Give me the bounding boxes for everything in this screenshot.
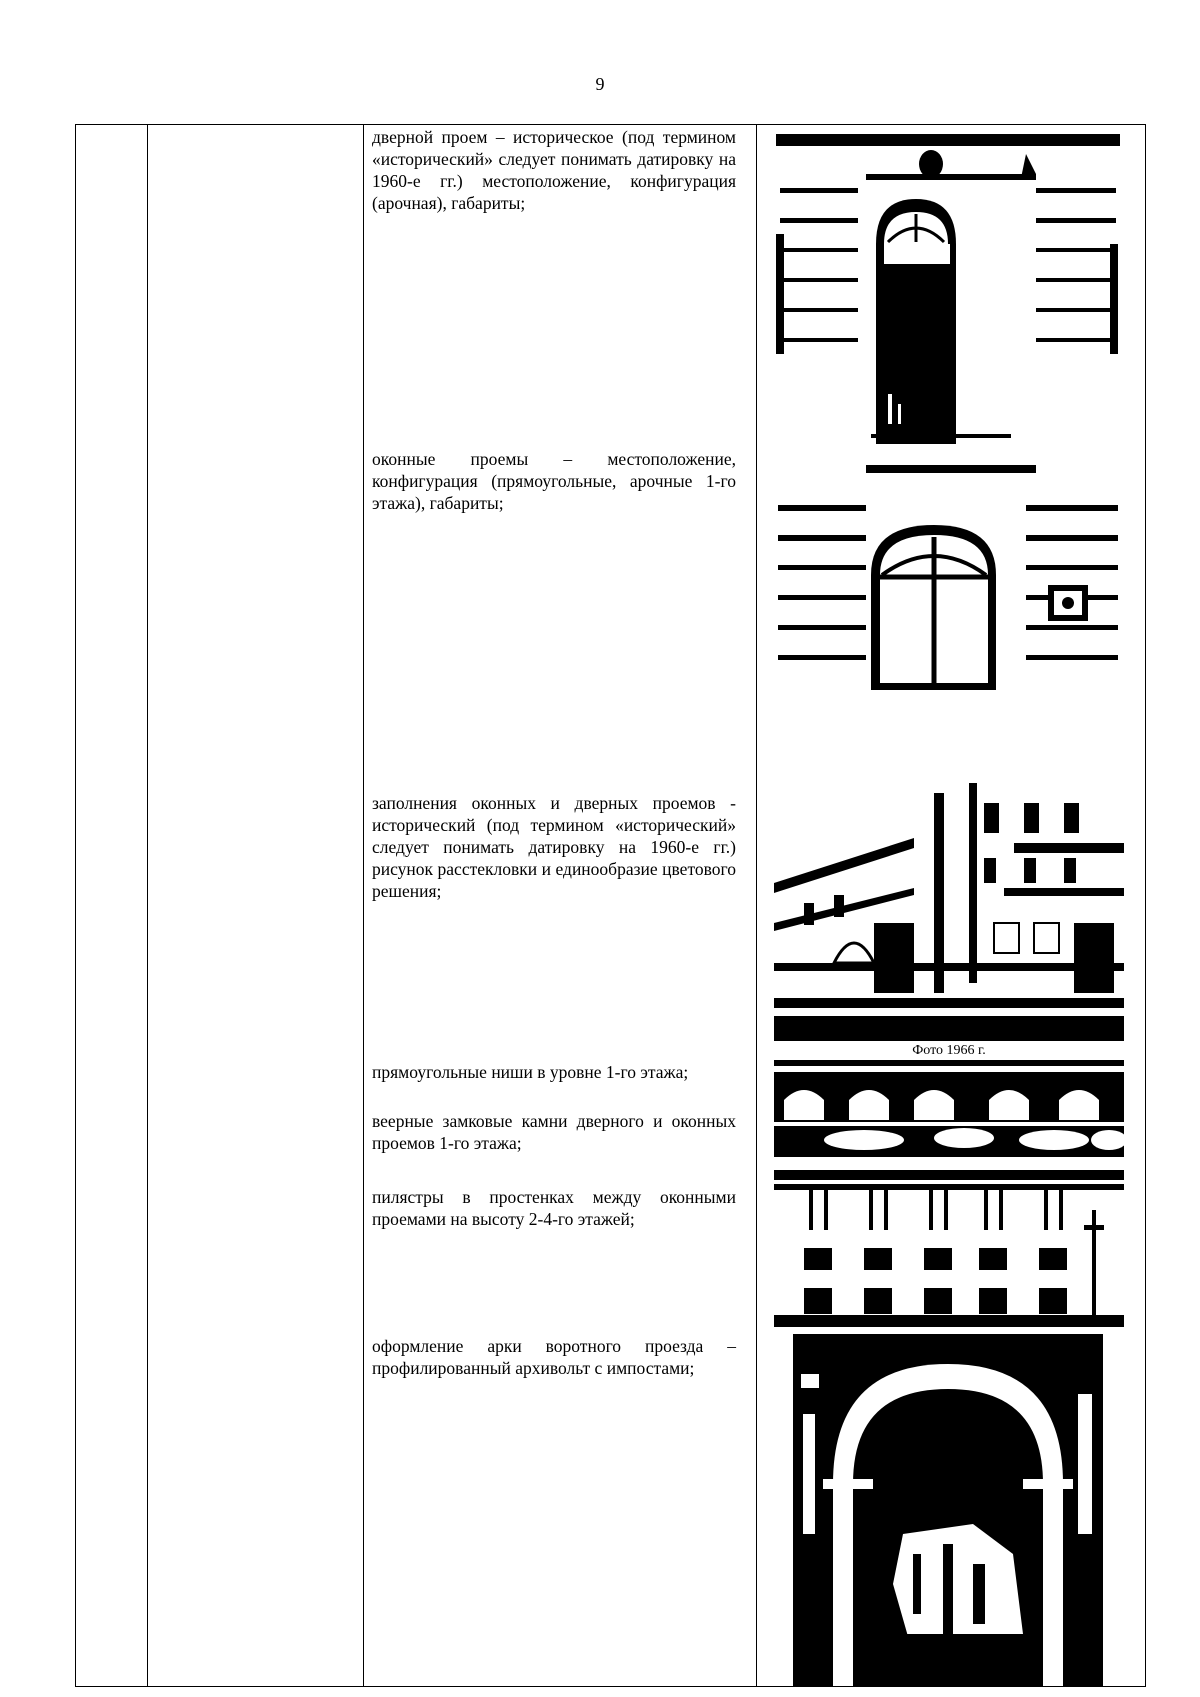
item-niches: прямоугольные ниши в уровне 1-го этажа; [372,1062,689,1082]
column-divider-2 [363,124,364,1687]
photo-caption: Фото 1966 г. [912,1043,986,1058]
column-divider-3 [756,124,757,1687]
item-pilasters: пилястры в простенках между оконными проемами на высоту 2-4-го этажей; [372,1187,736,1229]
item-door-opening: дверной проем – историческое (под термином «исторический» следует понимать датировку на 1960-е гг.) местоположение, конфигурация (арочная), габариты; [372,127,736,213]
photo-door-opening [776,134,1120,444]
photo-window-openings [776,465,1122,705]
photo-pilasters [774,1170,1124,1327]
column-divider-1 [147,124,148,1687]
page-number: 9 [595,74,605,94]
photo-building-1966 [774,783,1124,1041]
item-window-openings: оконные проемы – местоположение, конфигурация (прямоугольные, арочные 1-го этажа), габариты; [372,449,736,513]
item-keystones: веерные замковые камни дверного и оконных проемов 1-го этажа; [372,1111,736,1153]
item-fillings: заполнения оконных и дверных проемов - исторический (под термином «исторический» следует понимать датировку на 1960-е гг.) рисунок расстекловки и единообразие цветового решения; [372,793,736,901]
photo-ground-floor [774,1060,1124,1157]
item-gate-arch: оформление арки воротного проезда – профилированный архивольт с импостами; [372,1336,736,1378]
photo-gate-arch [793,1334,1103,1686]
